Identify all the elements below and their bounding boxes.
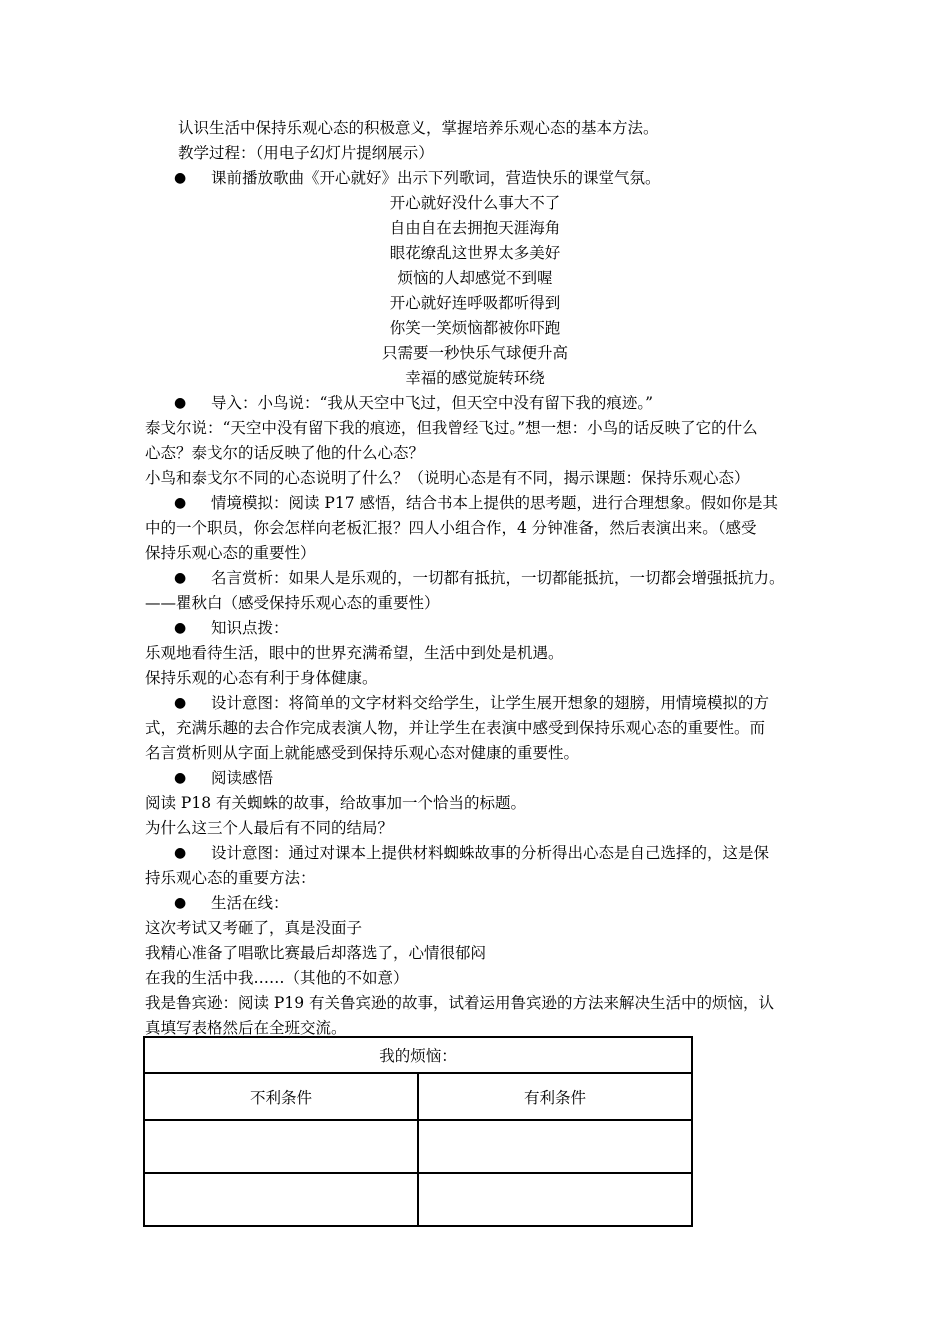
reading-question: 为什么这三个人最后有不同的结局？: [145, 819, 394, 837]
knowledge-point: 乐观地看待生活，眼中的世界充满希望，生活中到处是机遇。: [145, 644, 564, 662]
table-cell-empty[interactable]: [144, 1173, 418, 1226]
table-cell-empty[interactable]: [418, 1120, 692, 1173]
table-cell-empty[interactable]: [418, 1173, 692, 1226]
header-unfavorable: 不利条件: [144, 1073, 418, 1120]
trouble-table: [143, 1036, 693, 1227]
objective-line: 认识生活中保持乐观心态的积极意义，掌握培养乐观心态的基本方法。: [178, 119, 659, 137]
bullet-icon: ●: [174, 570, 187, 586]
bullet-icon: ●: [174, 695, 187, 711]
table-cell-empty[interactable]: [144, 1120, 418, 1173]
lyric-line: 开心就好连呼吸都听得到: [389, 294, 561, 312]
design-intent-2-cont: 持乐观心态的重要方法：: [145, 869, 316, 887]
table-row: [144, 1120, 692, 1173]
knowledge-point: 保持乐观的心态有利于身体健康。: [145, 669, 378, 687]
reading-task: 阅读 P18 有关蜘蛛的故事，给故事加一个恰当的标题。: [145, 794, 527, 812]
header-favorable: 有利条件: [418, 1073, 692, 1120]
bullet-design-intent: 设计意图：将简单的文字材料交给学生，让学生展开想象的翅膀，用情境模拟的方: [211, 694, 770, 712]
quote-attribution: ——瞿秋白（感受保持乐观心态的重要性）: [145, 594, 440, 612]
lyric-line: 只需要一秒快乐气球便升高: [381, 344, 568, 362]
bullet-icon: ●: [174, 620, 187, 636]
paragraph-tagore: 泰戈尔说：“天空中没有留下我的痕迹，但我曾经飞过。”想一想：小鸟的话反映了它的什么: [145, 419, 758, 437]
bullet-scenario: 情境模拟：阅读 P17 感悟，结合书本上提供的思考题，进行合理想象。假如你是其: [211, 494, 779, 512]
table-row: [144, 1037, 692, 1073]
lyric-line: 你笑一笑烦恼都被你吓跑: [389, 319, 561, 337]
design-intent-cont: 式，充满乐趣的去合作完成表演人物，并让学生在表演中感受到保持乐观心态的重要性。而: [145, 719, 766, 737]
bullet-icon: ●: [174, 845, 187, 861]
bullet-icon: ●: [174, 170, 187, 186]
table-title-cell: 我的烦恼：: [144, 1037, 692, 1073]
paragraph-tagore-cont: 心态？泰戈尔的话反映了他的什么心态？: [145, 444, 425, 462]
bullet-reading: 阅读感悟: [211, 769, 274, 787]
robinson-task-cont: 真填写表格然后在全班交流。: [145, 1019, 347, 1037]
bullet-icon: ●: [174, 895, 187, 911]
bullet-quote: 名言赏析：如果人是乐观的，一切都有抵抗，一切都能抵抗，一切都会增强抵抗力。: [211, 569, 785, 587]
lyric-line: 眼花缭乱这世界太多美好: [389, 244, 561, 262]
lyric-line: 烦恼的人却感觉不到喔: [397, 269, 553, 287]
bullet-life-online: 生活在线：: [211, 894, 289, 912]
table-header-row: [144, 1073, 692, 1120]
lyric-line: 开心就好没什么事大不了: [389, 194, 561, 212]
robinson-task: 我是鲁宾逊：阅读 P19 有关鲁宾逊的故事，试着运用鲁宾逊的方法来解决生活中的烦恼，认: [145, 994, 775, 1012]
lyric-line: 幸福的感觉旋转环绕: [405, 369, 545, 387]
scenario-cont: 保持乐观心态的重要性）: [145, 544, 316, 562]
life-example: 我精心准备了唱歌比赛最后却落选了，心情很郁闷: [145, 944, 487, 962]
teaching-process-heading: 教学过程：（用电子幻灯片提纲展示）: [178, 144, 434, 162]
lyric-line: 自由自在去拥抱天涯海角: [389, 219, 561, 237]
life-example: 在我的生活中我……（其他的不如意）: [145, 969, 409, 987]
paragraph-mindset-question: 小鸟和泰戈尔不同的心态说明了什么？（说明心态是有不同，揭示课题：保持乐观心态）: [145, 469, 750, 487]
bullet-knowledge: 知识点拨：: [211, 619, 289, 637]
life-example: 这次考试又考砸了，真是没面子: [145, 919, 363, 937]
design-intent-cont: 名言赏析则从字面上就能感受到保持乐观心态对健康的重要性。: [145, 744, 580, 762]
bullet-icon: ●: [174, 395, 187, 411]
bullet-song-intro: 课前播放歌曲《开心就好》出示下列歌词，营造快乐的课堂气氛。: [211, 169, 661, 187]
scenario-cont: 中的一个职员，你会怎样向老板汇报？四人小组合作，4 分钟准备，然后表演出来。（感受: [145, 519, 757, 537]
bullet-design-intent-2: 设计意图：通过对课本上提供材料蜘蛛故事的分析得出心态是自己选择的，这是保: [211, 844, 770, 862]
table-row: [144, 1173, 692, 1226]
bullet-icon: ●: [174, 495, 187, 511]
bullet-icon: ●: [174, 770, 187, 786]
bullet-intro-bird: 导入：小鸟说：“我从天空中飞过，但天空中没有留下我的痕迹。”: [211, 394, 654, 412]
